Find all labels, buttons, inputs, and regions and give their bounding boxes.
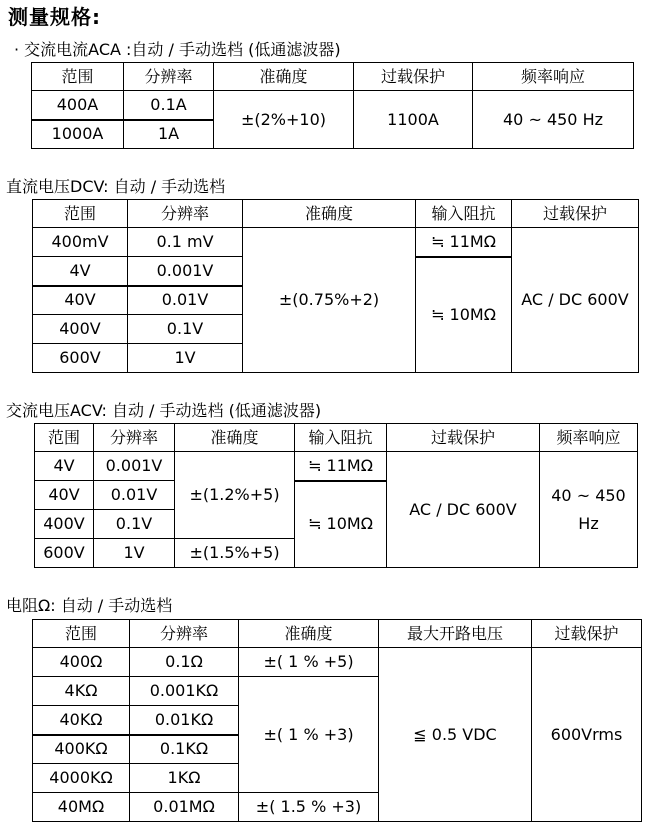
- aca-spec-table: [31, 62, 634, 149]
- dcv-header-overload: 过载保护: [512, 200, 639, 228]
- dcv-resolution-cell: 0.001V: [128, 257, 243, 286]
- aca-header-row: [32, 63, 634, 91]
- ohm-header-range: 范围: [33, 620, 130, 648]
- acv-accuracy-cell: ±(1.5%+5): [175, 539, 295, 568]
- table-row: [32, 91, 634, 120]
- acv-header-row: [35, 424, 638, 452]
- acv-impedance-cell: ≒ 10MΩ: [295, 481, 387, 568]
- dcv-range-cell: 4V: [33, 257, 128, 286]
- aca-range-cell: 1000A: [32, 120, 124, 149]
- aca-header-resolution: 分辨率: [124, 63, 214, 91]
- aca-caption: · 交流电流ACA :自动 / 手动选档 (低通滤波器): [14, 40, 341, 59]
- acv-range-cell: 600V: [35, 539, 94, 568]
- ohm-resolution-cell: 0.001KΩ: [130, 677, 239, 706]
- aca-header-accuracy: 准确度: [214, 63, 354, 91]
- aca-resolution-cell: 1A: [124, 120, 214, 149]
- acv-header-impedance: 输入阻抗: [295, 424, 387, 452]
- ohm-accuracy-cell: ±( 1.5 % +3): [239, 793, 379, 822]
- ohm-range-cell: 400KΩ: [33, 735, 130, 764]
- acv-caption: 交流电压ACV: 自动 / 手动选档 (低通滤波器): [6, 401, 322, 420]
- ohm-range-cell: 40KΩ: [33, 706, 130, 735]
- ohm-resolution-cell: 0.1KΩ: [130, 735, 239, 764]
- dcv-header-range: 范围: [33, 200, 128, 228]
- aca-header-range: 范围: [32, 63, 124, 91]
- ohm-header-open-voltage: 最大开路电压: [379, 620, 532, 648]
- acv-resolution-cell: 0.01V: [94, 481, 175, 510]
- dcv-header-resolution: 分辨率: [128, 200, 243, 228]
- page-title: 测量规格:: [8, 5, 101, 29]
- dcv-accuracy-cell: ±(0.75%+2): [243, 228, 416, 373]
- aca-header-overload: 过载保护: [354, 63, 473, 91]
- dcv-resolution-cell: 0.1V: [128, 315, 243, 344]
- dcv-impedance-cell: ≒ 11MΩ: [416, 228, 512, 257]
- ohm-range-cell: 40MΩ: [33, 793, 130, 822]
- dcv-impedance-cell: ≒ 10MΩ: [416, 257, 512, 373]
- acv-spec-table: [34, 423, 638, 568]
- acv-header-frequency: 频率响应: [540, 424, 638, 452]
- dcv-header-impedance: 输入阻抗: [416, 200, 512, 228]
- ohm-resolution-cell: 0.1Ω: [130, 648, 239, 677]
- ohm-resolution-cell: 1KΩ: [130, 764, 239, 793]
- ohm-header-overload: 过载保护: [532, 620, 642, 648]
- ohm-range-cell: 400Ω: [33, 648, 130, 677]
- ohm-range-cell: 4KΩ: [33, 677, 130, 706]
- acv-frequency-cell: 40 ~ 450 Hz: [540, 452, 638, 568]
- dcv-header-row: [33, 200, 639, 228]
- dcv-range-cell: 400mV: [33, 228, 128, 257]
- ohm-range-cell: 4000KΩ: [33, 764, 130, 793]
- acv-range-cell: 400V: [35, 510, 94, 539]
- acv-header-accuracy: 准确度: [175, 424, 295, 452]
- dcv-overload-cell: AC / DC 600V: [512, 228, 639, 373]
- dcv-header-accuracy: 准确度: [243, 200, 416, 228]
- dcv-caption: 直流电压DCV: 自动 / 手动选档: [6, 177, 226, 196]
- dcv-spec-table: [32, 199, 639, 373]
- acv-accuracy-cell: ±(1.2%+5): [175, 452, 295, 539]
- dcv-resolution-cell: 0.1 mV: [128, 228, 243, 257]
- dcv-range-cell: 40V: [33, 286, 128, 315]
- acv-header-overload: 过载保护: [387, 424, 540, 452]
- ohm-open-voltage-cell: ≦ 0.5 VDC: [379, 648, 532, 822]
- aca-frequency-cell: 40 ~ 450 Hz: [473, 91, 634, 149]
- aca-resolution-cell: 0.1A: [124, 91, 214, 120]
- dcv-resolution-cell: 0.01V: [128, 286, 243, 315]
- ohm-resolution-cell: 0.01MΩ: [130, 793, 239, 822]
- aca-range-cell: 400A: [32, 91, 124, 120]
- ohm-accuracy-cell: ±( 1 % +3): [239, 677, 379, 793]
- acv-header-resolution: 分辨率: [94, 424, 175, 452]
- dcv-range-cell: 400V: [33, 315, 128, 344]
- table-row: [33, 648, 642, 677]
- table-row: [35, 452, 638, 481]
- acv-resolution-cell: 1V: [94, 539, 175, 568]
- ohm-header-resolution: 分辨率: [130, 620, 239, 648]
- acv-range-cell: 40V: [35, 481, 94, 510]
- acv-resolution-cell: 0.001V: [94, 452, 175, 481]
- dcv-resolution-cell: 1V: [128, 344, 243, 373]
- ohm-resolution-cell: 0.01KΩ: [130, 706, 239, 735]
- table-row: [33, 228, 639, 257]
- acv-resolution-cell: 0.1V: [94, 510, 175, 539]
- acv-impedance-cell: ≒ 11MΩ: [295, 452, 387, 481]
- ohm-accuracy-cell: ±( 1 % +5): [239, 648, 379, 677]
- aca-header-frequency: 频率响应: [473, 63, 634, 91]
- aca-overload-cell: 1100A: [354, 91, 473, 149]
- acv-range-cell: 4V: [35, 452, 94, 481]
- ohm-header-row: [33, 620, 642, 648]
- ohm-header-accuracy: 准确度: [239, 620, 379, 648]
- ohm-caption: 电阻Ω: 自动 / 手动选档: [6, 596, 173, 615]
- dcv-range-cell: 600V: [33, 344, 128, 373]
- ohm-overload-cell: 600Vrms: [532, 648, 642, 822]
- acv-header-range: 范围: [35, 424, 94, 452]
- aca-accuracy-cell: ±(2%+10): [214, 91, 354, 149]
- ohm-spec-table: [32, 619, 642, 822]
- acv-overload-cell: AC / DC 600V: [387, 452, 540, 568]
